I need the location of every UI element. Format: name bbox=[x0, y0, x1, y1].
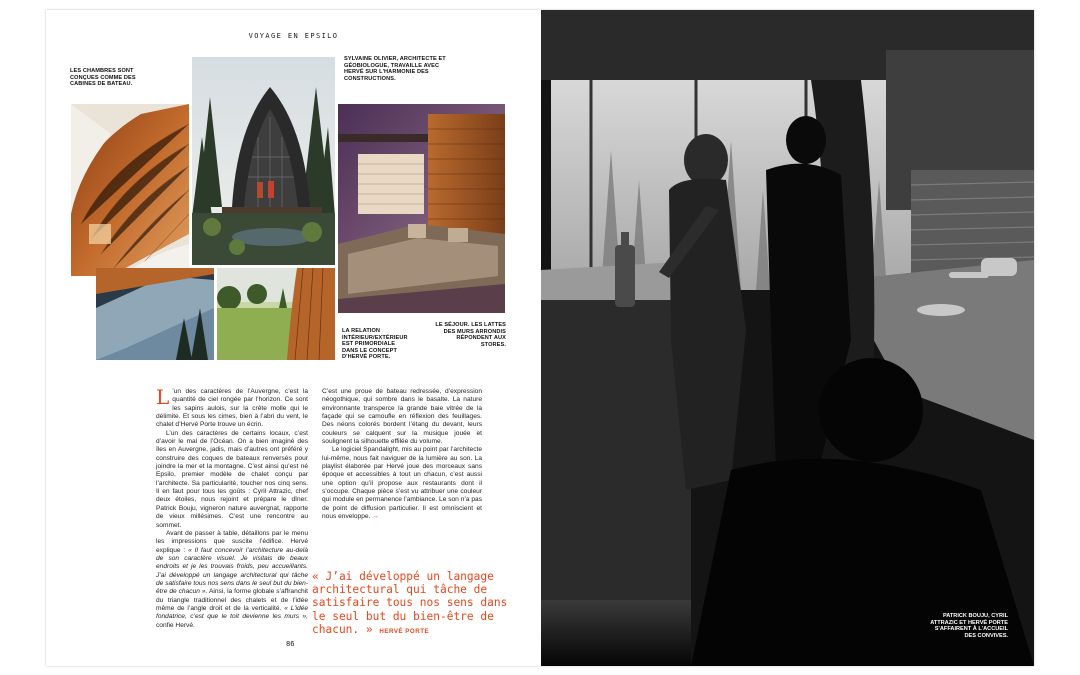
pull-quote bbox=[312, 570, 524, 638]
chalet-exterior-photo bbox=[192, 57, 335, 265]
caption-kitchen: PATRICK BOUJU, CYRIL ATTRAZIC ET HERVÉ PORTE S'AFFAIRENT À L'ACCUEIL DES CONVIVES. bbox=[930, 613, 1008, 639]
paragraph-4: C’est une proue de bateau redressée, d’expression néogothique, qui sombre dans le basalte. La nature environnante transperce la grande baie vitrée de la façade qui se camoufle en réflexion des feuillages. Des néons colorés bordent l’étang du devant, leurs couleurs se calquent sur la musique jouée et soulignent la silhouette effilée du volume. bbox=[322, 388, 482, 446]
kitchen-scene-photo bbox=[541, 10, 1034, 666]
garden-view-photo bbox=[217, 268, 335, 360]
pull-quote-text: « J’ai développé un langage architectural qui tâche de satisfaire tous nos sens dans le seul but du bien-être de chacun. » bbox=[312, 570, 508, 636]
left-page bbox=[46, 10, 541, 666]
running-head: VOYAGE EN EPSILO bbox=[248, 32, 339, 40]
page-number: 86 bbox=[286, 640, 295, 648]
caption-cabins: LES CHAMBRES SONT CONÇUES COMME DES CABINES DE BATEAU. bbox=[70, 68, 136, 88]
paragraph-2: L’un des caractères de certains locaux, c’est d’avoir le mal de l’Océan. On a bien imaginé des îles en Auvergne, jadis, mais d’autres ont préféré y construire des coques de bateaux renversés pour joindre la mer et la montagne. C’est ainsi qu’est né Epsilo, premier modèle de chalet conçu par l’architecte. Sa particularité, toucher nos cinq sens. Il en faut pour tous les goûts : Cyril Attrazic, chef deux étoiles, nous rejoint et prépare le dîner. Patrick Bouju, vigneron nature auvergnat, rapporte de vieux millésimes. C’est une rencontre au sommet. bbox=[156, 429, 308, 529]
pull-quote-author: HERVÉ PORTE bbox=[379, 627, 430, 635]
paragraph-3: Avant de passer à table, détaillons par le menu les impressions que suscite l’édifice. Hervé explique : « Il faut concevoir l’architecture au-delà de son caractère visuel. Je visitais de beaux endroits et je les trouvais froids, peu accueillants. J’ai développé un langage architectural qui tâche de satisfaire tous nos sens dans le seul but du bien-être de chacun ». Ainsi, la forme globale s’affranchit du triangle traditionnel des chalets et de l’idée même de l’angle droit et de la verticalité. « L’idée fondatrice, c’est que le toit devienne les murs », confie Hervé. bbox=[156, 529, 309, 629]
caption-sylvaine: SYLVAINE OLIVIER, ARCHITECTE ET GÉOBIOLOGUE, TRAVAILLE AVEC HERVÉ SUR L'HARMONIE DES CONSTRUCTIONS. bbox=[344, 56, 446, 82]
dropcap: L bbox=[156, 385, 170, 409]
window-reflection-photo bbox=[96, 268, 214, 360]
right-page bbox=[541, 10, 1034, 666]
caption-relation: LA RELATION INTÉRIEUR/EXTÉRIEUR EST PRIMORDIALE DANS LE CONCEPT D'HERVÉ PORTE. bbox=[342, 328, 408, 361]
body-column-2 bbox=[322, 388, 482, 522]
paragraph-5: Le logiciel Spandalight, mis au point par l’architecte lui-même, nous fait naviguer de la lumière au son. La playlist élaborée par Hervé joue des morceaux sans époque et accessibles à tout un chacun, c’est aussi une option qu’il propose aux restaurants dont il s’occupe. Chaque pièce s’est vu attribuer une couleur qui module en permanence l’ambiance. Le son n’a pas de point de diffusion particulier. Il est omniscient et nous enveloppe. → bbox=[322, 446, 482, 521]
caption-sejour: LE SÉJOUR. LES LATTES DES MURS ARRONDIS RÉPONDENT AUX STORES. bbox=[435, 322, 506, 348]
body-column-1 bbox=[156, 385, 309, 630]
paragraph-1: L ’un des caractères de l’Auvergne, c’est la quantité de ciel rongée par l’horizon. Ce sont les sapins aulois, sur la crête molle qui le délimite. Et sous les cimes, bien à l’abri du vent, le chalet d’Hervé Porte trouve un écrin. bbox=[156, 385, 308, 429]
living-room-photo bbox=[338, 104, 505, 313]
cabin-bedroom-photo bbox=[71, 104, 189, 276]
continue-arrow-icon: → bbox=[372, 513, 379, 521]
magazine-spread bbox=[46, 10, 1034, 666]
